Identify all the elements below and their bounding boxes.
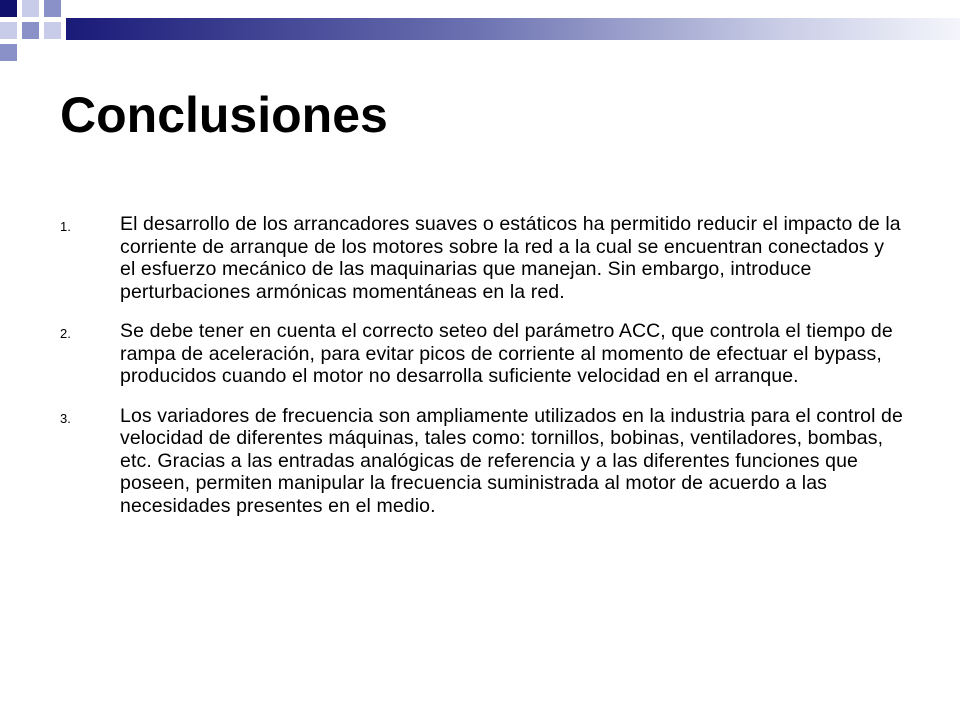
list-item-text: Se debe tener en cuenta el correcto seteo del parámetro ACC, que controla el tiempo de rampa de aceleración, para evitar picos de corriente al momento de efectuar el bypass, producidos cuando el motor no desarrolla suficiente velocidad en el arranque. (120, 320, 893, 387)
list-item-number: 1. (60, 219, 71, 234)
list-item-number: 2. (60, 326, 71, 341)
conclusions-list (60, 213, 905, 534)
header-square-dark (0, 0, 17, 17)
list-item-text: El desarrollo de los arrancadores suaves o estáticos ha permitido reducir el impacto de la corriente de arranque de los motores sobre la red a la cual se encuentran conectados y el esfuerzo mecánico de las maquinarias que manejan. Sin embargo, introduce perturbaciones armónicas momentáneas en la red. (120, 213, 901, 303)
header-square-mid (22, 22, 39, 39)
list-item-number: 3. (60, 410, 71, 426)
list-item (60, 320, 905, 388)
header-square-light (22, 0, 39, 17)
header-square-mid (0, 44, 17, 61)
slide-title: Conclusiones (60, 87, 388, 143)
list-item-text: Los variadores de frecuencia son ampliamente utilizados en la industria para el control de velocidad de diferentes máquinas, tales como: tornillos, bobinas, ventiladores, bombas, etc. Gracias a las entradas analógicas de referencia y a las diferentes funciones que poseen, permiten manipular la frecuencia suministrada al motor de acuerdo a las necesidades presentes en el medio. (120, 404, 903, 517)
header-square-light (44, 22, 61, 39)
header-gradient-bar (66, 18, 960, 40)
list-item (60, 213, 905, 303)
list-item (60, 405, 905, 518)
header-square-mid (44, 0, 61, 17)
header-square-light (0, 22, 17, 39)
